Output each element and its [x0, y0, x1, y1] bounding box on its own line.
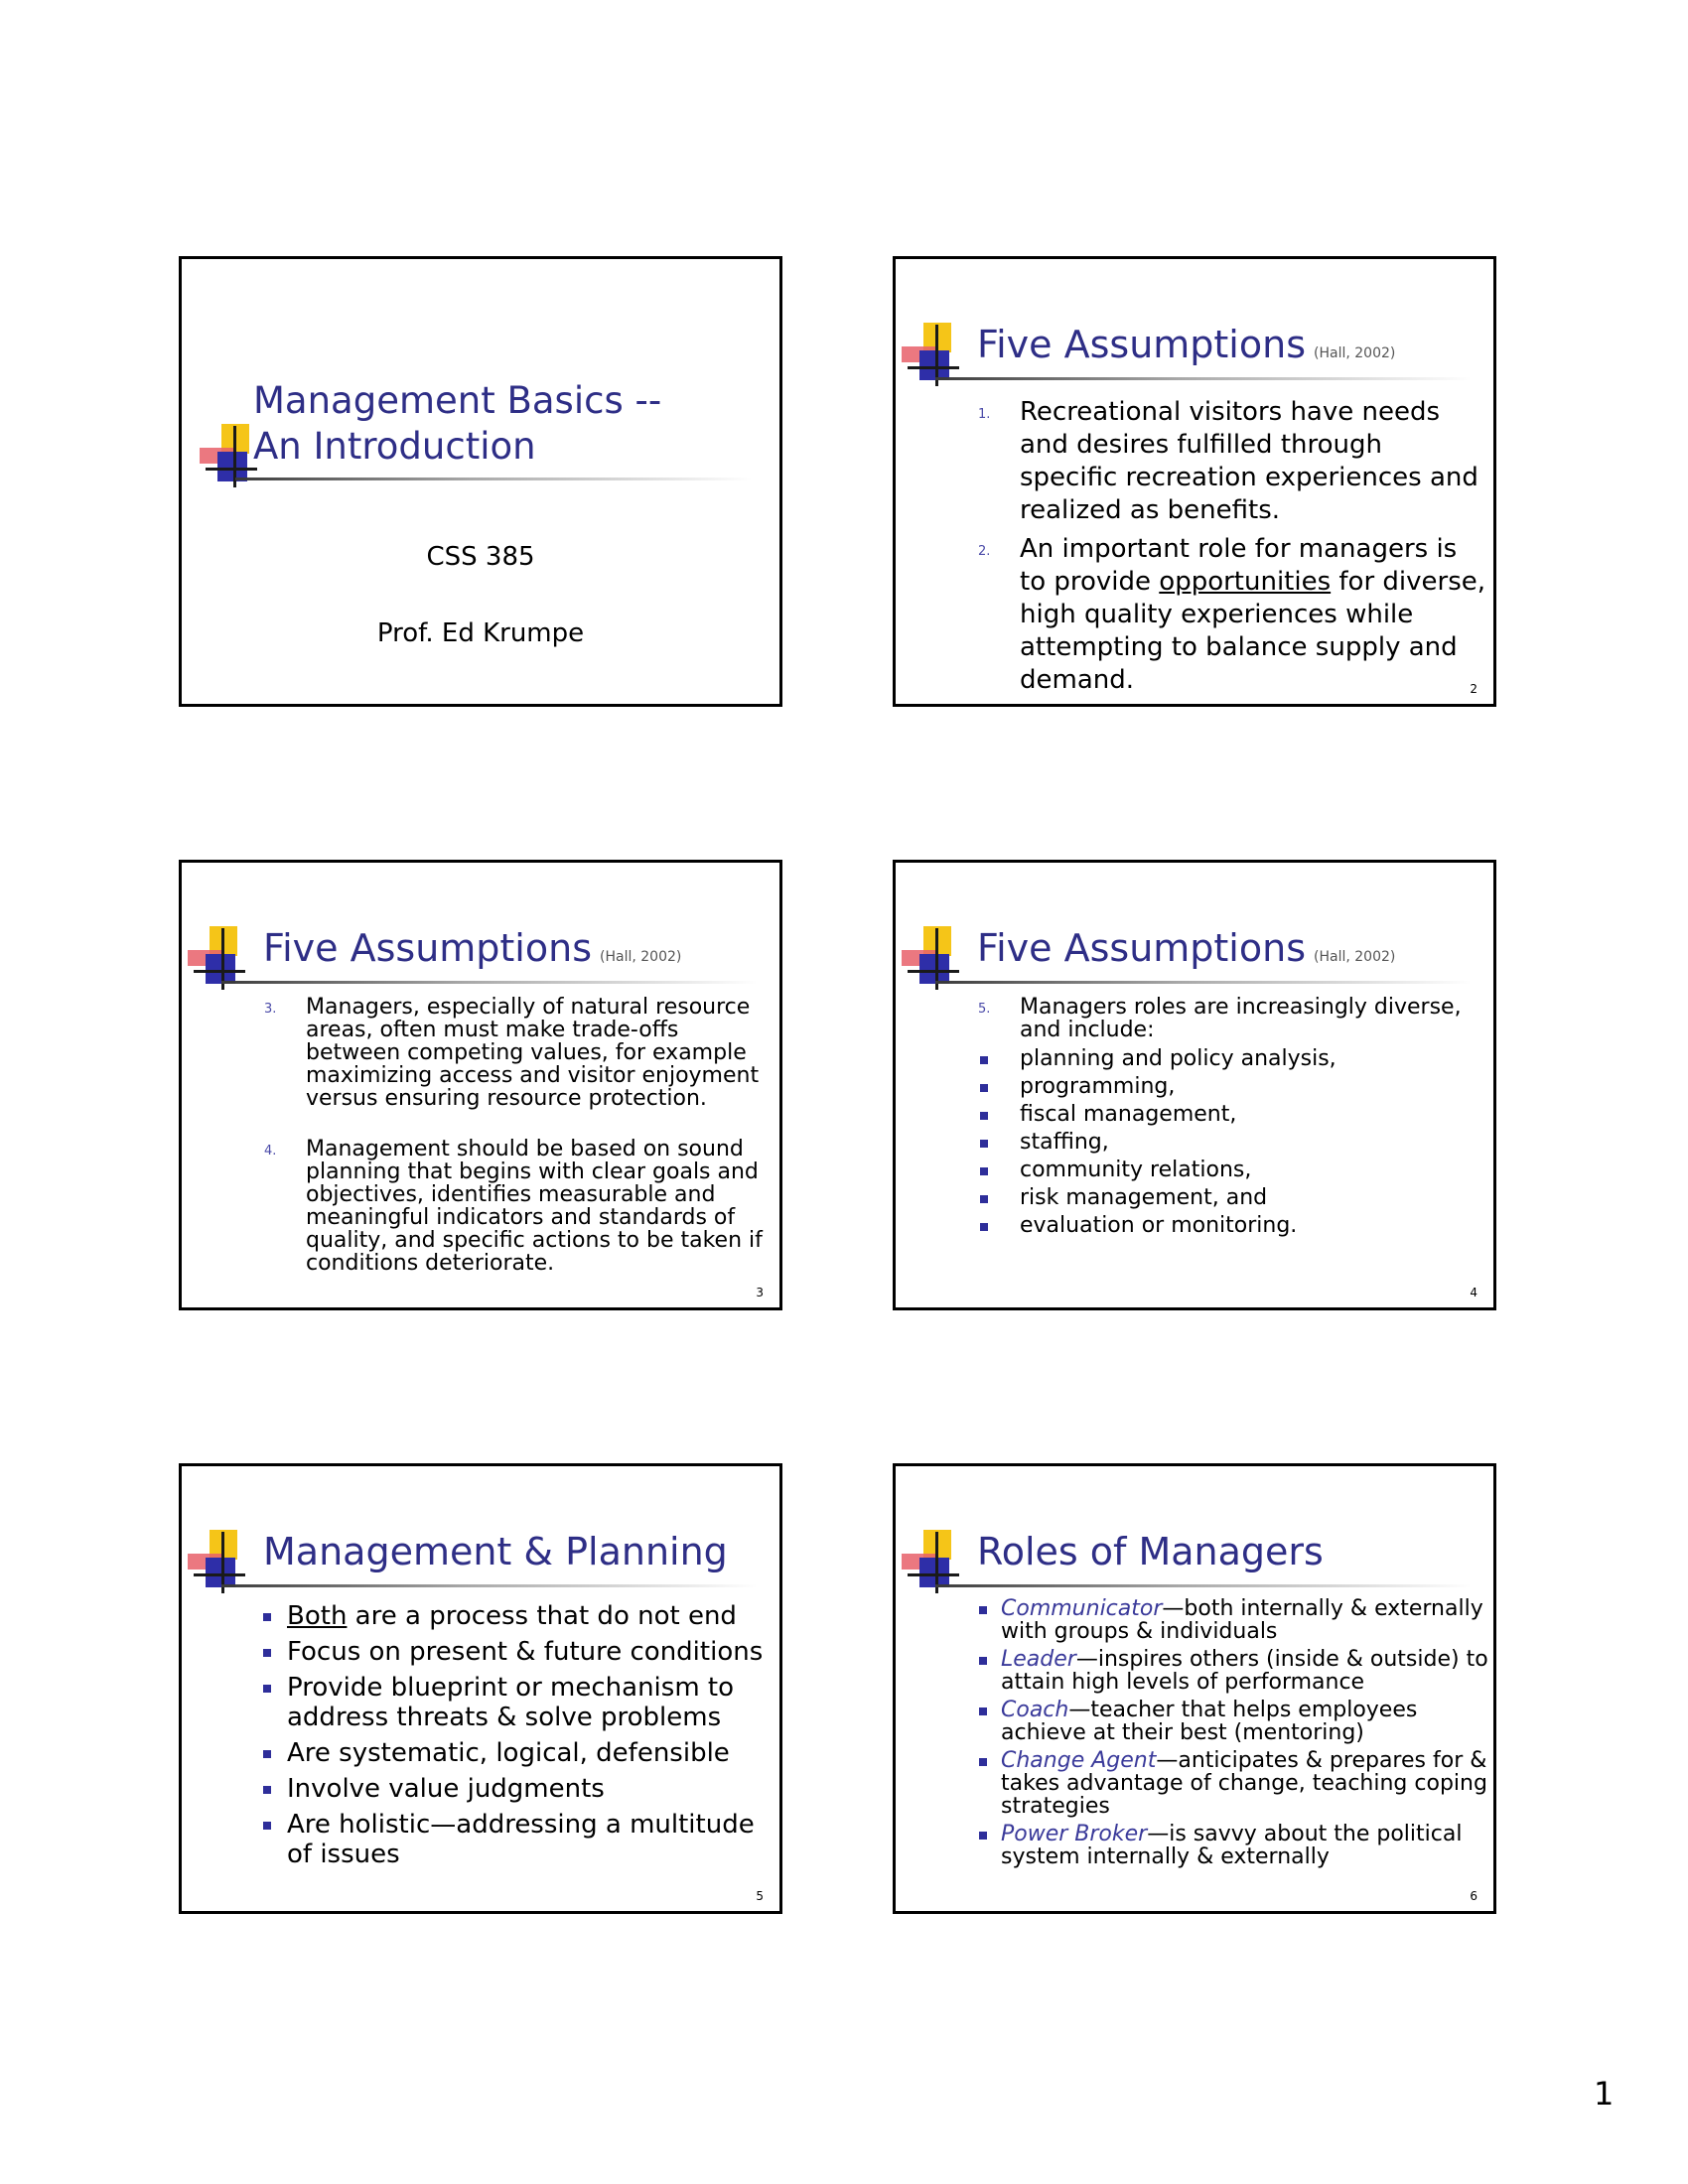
- role-desc: —both internally & externally with groups & individuals: [1001, 1596, 1483, 1644]
- item-number: 3.: [264, 1002, 277, 1017]
- bullet-icon: [980, 1167, 988, 1175]
- assumption-list: [978, 396, 1486, 697]
- item-text-part: An important role for managers is to provide: [1020, 534, 1458, 597]
- bullet-icon: [979, 1758, 987, 1766]
- role-desc: —teacher that helps employees achieve at their best (mentoring): [1001, 1698, 1418, 1745]
- list-item: [287, 1810, 774, 1869]
- role-desc: —inspires others (inside & outside) to attain high levels of performance: [1001, 1647, 1488, 1695]
- slide-title: [977, 323, 1395, 366]
- item-number: 2.: [978, 544, 991, 559]
- bullet-icon: [979, 1832, 987, 1840]
- slide-title: Management Basics -- An Introduction: [253, 379, 662, 468]
- item-text: Focus on present & future conditions: [287, 1637, 764, 1667]
- roles-list: [978, 995, 1491, 1238]
- role-term: Communicator: [1001, 1596, 1163, 1621]
- title-rule: [221, 1584, 758, 1587]
- list-item: [287, 1637, 774, 1667]
- bullet-icon: [263, 1786, 271, 1794]
- course-code: CSS 385: [426, 542, 535, 572]
- item-text: Management should be based on sound planning that begins with clear goals and objectives, identifies measurable and meaningful indicators and standards of quality, and specific actions to be taken if conditions deteriorate.: [306, 1137, 763, 1276]
- item-text: evaluation or monitoring.: [1020, 1213, 1298, 1238]
- slide-title: [263, 926, 681, 970]
- role-term: Power Broker: [1001, 1822, 1148, 1846]
- underlined-text: opportunities: [1159, 567, 1332, 597]
- citation: (Hall, 2002): [600, 949, 682, 965]
- list-item: [978, 533, 1486, 697]
- slide-2: [893, 256, 1496, 707]
- role-desc: —is savvy about the political system internally & externally: [1001, 1822, 1463, 1869]
- role-term: Change Agent: [1001, 1748, 1157, 1773]
- list-item: [287, 1774, 774, 1804]
- list-item: [264, 995, 777, 1111]
- bullet-icon: [979, 1707, 987, 1715]
- item-text: planning and policy analysis,: [1020, 1046, 1336, 1071]
- item-text: Recreational visitors have needs and desires fulfilled through specific recreation experiences and realized as benefits.: [1020, 397, 1478, 525]
- bullet-icon: [263, 1750, 271, 1758]
- slide-5: [179, 1463, 782, 1914]
- item-text: programming,: [1020, 1074, 1176, 1099]
- slide-3: [179, 860, 782, 1310]
- bullet-icon: [979, 1606, 987, 1614]
- role-desc: —anticipates & prepares for & takes advantage of change, teaching coping strategies: [1001, 1748, 1487, 1819]
- title-rule: [935, 377, 1472, 380]
- item-text: community relations,: [1020, 1158, 1252, 1182]
- list-item: [1001, 1749, 1492, 1818]
- instructor-name: Prof. Ed Krumpe: [376, 618, 585, 648]
- title-rule: [235, 478, 752, 480]
- list-item: [1020, 1103, 1491, 1126]
- slide-number: 5: [756, 1889, 764, 1903]
- slide-6: [893, 1463, 1496, 1914]
- role-term: Coach: [1001, 1698, 1069, 1722]
- citation: (Hall, 2002): [1314, 345, 1396, 361]
- item-number: 5.: [978, 1002, 991, 1017]
- slide-number: 2: [1470, 682, 1477, 696]
- bullet-icon: [980, 1140, 988, 1148]
- list-item: [978, 995, 1491, 1042]
- list-item: [1001, 1648, 1492, 1694]
- bullet-icon: [263, 1685, 271, 1693]
- list-item: [287, 1673, 774, 1732]
- slide-title: Roles of Managers: [977, 1530, 1324, 1573]
- list-item: [264, 1137, 777, 1276]
- bullet-icon: [980, 1112, 988, 1120]
- slide-title-text: Five Assumptions: [977, 926, 1306, 970]
- list-item: [287, 1601, 774, 1631]
- assumption-list: [264, 995, 777, 1276]
- item-text: Are systematic, logical, defensible: [287, 1738, 730, 1768]
- item-number: 4.: [264, 1144, 277, 1159]
- bullet-icon: [980, 1195, 988, 1203]
- item-text: Involve value judgments: [287, 1774, 605, 1804]
- list-item: [1020, 1047, 1491, 1070]
- bullet-icon: [979, 1657, 987, 1665]
- bullet-icon: [263, 1822, 271, 1830]
- bullet-icon: [263, 1649, 271, 1657]
- slide-number: 4: [1470, 1286, 1477, 1299]
- slide-title: Management & Planning: [263, 1530, 728, 1573]
- item-text: Are holistic—addressing a multitude of issues: [287, 1810, 755, 1869]
- list-item: [1020, 1186, 1491, 1209]
- item-text: [1020, 534, 1485, 695]
- roles-list: [1001, 1597, 1492, 1868]
- bullet-icon: [980, 1223, 988, 1231]
- underlined-text: Both: [287, 1601, 348, 1631]
- title-rule: [221, 981, 758, 984]
- item-text-part: for diverse, high quality experiences while attempting to balance supply and demand.: [1020, 567, 1486, 695]
- list-item: [1020, 1214, 1491, 1237]
- bullet-list: [287, 1601, 774, 1869]
- list-item: [1020, 1159, 1491, 1181]
- item-text: are a process that do not end: [347, 1601, 737, 1631]
- list-item: [1001, 1699, 1492, 1744]
- bullet-icon: [980, 1056, 988, 1064]
- list-item: [1001, 1823, 1492, 1868]
- slide-number: 6: [1470, 1889, 1477, 1903]
- item-text: fiscal management,: [1020, 1102, 1237, 1127]
- list-item: [287, 1738, 774, 1768]
- bullet-icon: [263, 1613, 271, 1621]
- item-number: 1.: [978, 407, 991, 422]
- slide-title: [977, 926, 1395, 970]
- item-text: Provide blueprint or mechanism to address threats & solve problems: [287, 1673, 735, 1732]
- slide-4: [893, 860, 1496, 1310]
- item-text: risk management, and: [1020, 1185, 1268, 1210]
- slide-number: 3: [756, 1286, 764, 1299]
- list-item: [1001, 1597, 1492, 1643]
- slide-1: [179, 256, 782, 707]
- slide-title-text: Five Assumptions: [977, 323, 1306, 366]
- item-text: staffing,: [1020, 1130, 1109, 1155]
- slide-title-text: Five Assumptions: [263, 926, 592, 970]
- item-text: Managers, especially of natural resource areas, often must make trade-offs between competing values, for example maximizing access and visitor enjoyment versus ensuring resource protection.: [306, 995, 760, 1111]
- bullet-icon: [980, 1084, 988, 1092]
- title-rule: [935, 981, 1472, 984]
- citation: (Hall, 2002): [1314, 949, 1396, 965]
- title-rule: [935, 1584, 1472, 1587]
- list-item: [978, 396, 1486, 527]
- role-term: Leader: [1001, 1647, 1076, 1672]
- item-text: Managers roles are increasingly diverse, and include:: [1020, 995, 1462, 1042]
- page-number: 1: [1594, 2075, 1615, 2113]
- list-item: [1020, 1075, 1491, 1098]
- list-item: [1020, 1131, 1491, 1154]
